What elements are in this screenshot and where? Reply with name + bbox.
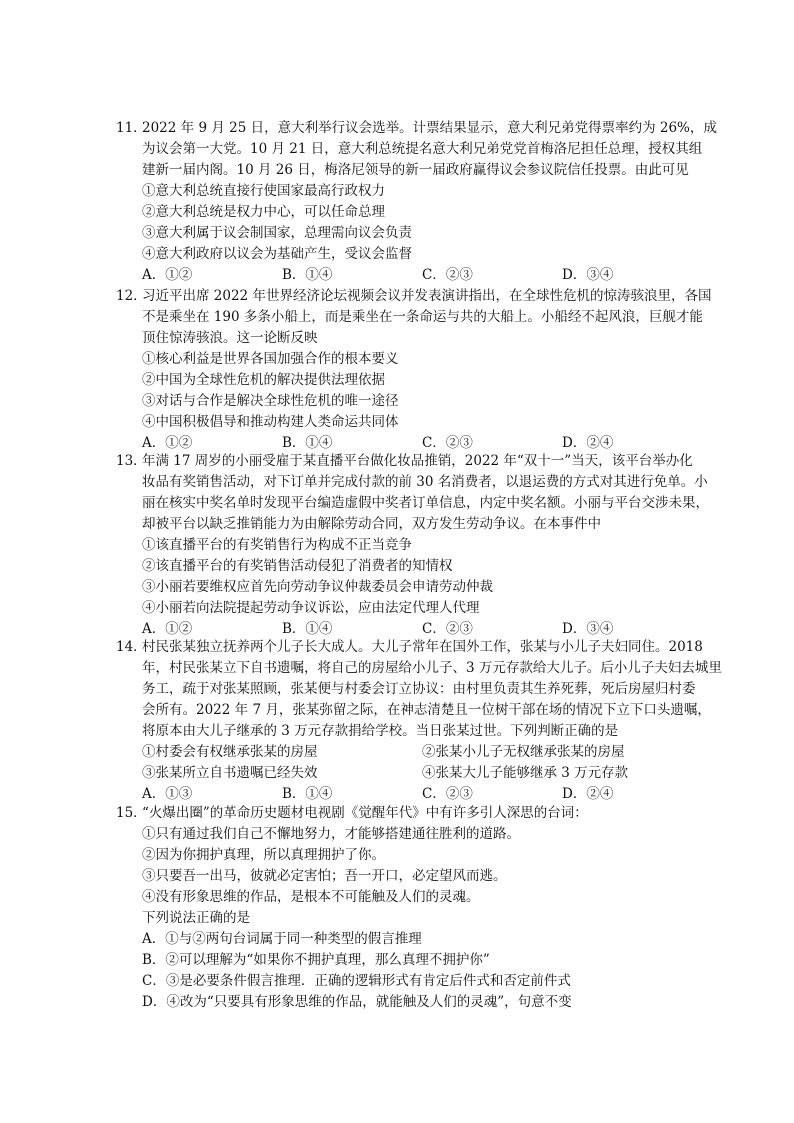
stem-line: 2022 年 9 月 25 日，意大利举行议会选举。计票结果显示，意大利兄弟党得票率约为 26%，成	[142, 120, 717, 136]
option-d[interactable]: D．③④	[562, 621, 614, 637]
option-c[interactable]: C．②③	[422, 621, 473, 637]
option-b[interactable]: B．①④	[282, 267, 333, 283]
option-b[interactable]: B．①④	[282, 621, 333, 637]
statement: ①意大利总统直接行使国家最高行政权力	[142, 183, 385, 199]
stem-line: 建新一届内阁。10 月 26 日，梅洛尼领导的新一届政府赢得议会参议院信任投票。由此可见	[142, 162, 689, 178]
statement: ③只要吾一出马，彼就必定害怕；吾一开口，必定望风而逃。	[142, 868, 507, 884]
option-c[interactable]: C．②③	[422, 267, 473, 283]
option-d[interactable]: D．④改为“只要具有形象思维的作品，就能触及人们的灵魂”，句意不变	[142, 994, 572, 1010]
option-a[interactable]: A．①③	[142, 786, 193, 802]
option-d[interactable]: D．②④	[562, 435, 614, 451]
statement: ③意大利属于议会制国家，总理需向议会负责	[142, 225, 412, 241]
question-stem	[116, 637, 722, 742]
question-number: 14．	[116, 639, 147, 655]
statement: ④意大利政府以议会为基础产生，受议会监督	[142, 246, 412, 262]
stem-line: 不是乘坐在 190 多条小船上，而是乘坐在一条命运与共的大船上。小船经不起风浪，巨舰才能	[142, 309, 703, 325]
question-number: 15．	[116, 805, 147, 821]
statement: ③张某所立自书遗嘱已经失效	[142, 765, 318, 781]
option-b[interactable]: B．①④	[282, 435, 333, 451]
option-c[interactable]: C．②③	[422, 786, 473, 802]
statement: ②该直播平台的有奖销售活动侵犯了消费者的知情权	[142, 558, 453, 574]
question-13	[116, 451, 716, 640]
stem-line: 村民张某独立抚养两个儿子长大成人。大儿子常年在国外工作，张某与小儿子夫妇同住。2018	[142, 639, 703, 655]
stem-line: 将原本由大儿子继承的 3 万元存款捐给学校。当日张某过世。下列判断正确的是	[142, 723, 619, 739]
statement: ③对话与合作是解决全球性危机的唯一途径	[142, 393, 399, 409]
answer-options	[116, 265, 716, 286]
option-a[interactable]: A．①②	[142, 267, 193, 283]
stem-line: 会所有。2022 年 7 月，张某弥留之际，在神志清楚且一位树干部在场的情况下立下口头遗嘱，	[142, 702, 711, 718]
statement: ①该直播平台的有奖销售行为构成不正当竞争	[142, 537, 412, 553]
statement-pairs	[116, 742, 716, 784]
stem-line: “火爆出圈”的革命历史题材电视剧《觉醒年代》中有许多引人深思的台词：	[142, 805, 588, 821]
statement: ②中国为全球性危机的解决提供法理依据	[142, 372, 385, 388]
stem-line: 妆品有奖销售活动，对下订单并完成付款的前 30 名消费者，以退运费的方式对其进行免单。小	[142, 474, 708, 490]
stem-line: 却被平台以缺乏推销能力为由解除劳动合同，双方发生劳动争议。在本事件中	[142, 516, 601, 532]
stem-line: 年满 17 周岁的小丽受雇于某直播平台做化妆品推销，2022 年“双十一”当天，该平台举办化	[142, 453, 693, 469]
question-prompt: 下列说法正确的是	[142, 910, 250, 926]
question-14	[116, 637, 722, 805]
stem-line: 习近平出席 2022 年世界经济论坛视频会议并发表演讲指出，在全球性危机的惊涛骇浪里，各国	[142, 288, 712, 304]
question-stem	[116, 286, 716, 349]
statement: ①核心利益是世界各国加强合作的根本要义	[142, 351, 399, 367]
statement: ②张某小儿子无权继承张某的房屋	[422, 744, 625, 760]
option-a[interactable]: A．①②	[142, 621, 193, 637]
statement: ④小丽若向法院提起劳动争议诉讼，应由法定代理人代理	[142, 600, 480, 616]
stem-line: 顶住惊涛骇浪。这一论断反映	[142, 330, 318, 346]
question-stem	[116, 118, 716, 181]
question-11	[116, 118, 716, 286]
question-number: 13．	[116, 453, 147, 469]
question-12	[116, 286, 716, 454]
question-number: 11．	[116, 120, 147, 136]
statement: ②意大利总统是权力中心，可以任命总理	[142, 204, 385, 220]
statement: ②因为你拥护真理，所以真理拥护了你。	[142, 847, 385, 863]
question-stem	[116, 451, 716, 535]
option-a[interactable]: A．①②	[142, 435, 193, 451]
option-c[interactable]: C．③是必要条件假言推理．正确的逻辑形式有肯定后件式和否定前件式	[142, 973, 571, 989]
stem-line: 为议会第一大党。10 月 21 日，意大利总统提名意大利兄弟党党首梅洛尼担任总理，授权其组	[142, 141, 703, 157]
question-stem	[116, 803, 716, 824]
stem-line: 年，村民张某立下自书遗嘱，将自己的房屋给小儿子、3 万元存款给大儿子。后小儿子夫妇去城里	[142, 660, 722, 676]
option-b[interactable]: B．①④	[282, 786, 333, 802]
stem-line: 务工，疏于对张某照顾，张某便与村委会订立协议：由村里负责其生养死葬，死后房屋归村委	[142, 681, 696, 697]
statement: ④张某大儿子能够继承 3 万元存款	[422, 765, 629, 781]
statement: ④中国积极倡导和推动构建人类命运共同体	[142, 414, 399, 430]
statement: ①村委会有权继承张某的房屋	[142, 744, 318, 760]
statement: ③小丽若要维权应首先向劳动争议仲裁委员会申请劳动仲裁	[142, 579, 493, 595]
question-number: 12．	[116, 288, 147, 304]
option-d[interactable]: D．②④	[562, 786, 614, 802]
answer-options	[116, 784, 716, 805]
option-d[interactable]: D．③④	[562, 267, 614, 283]
statement: ④没有形象思维的作品，是根本不可能触及人们的灵魂。	[142, 889, 480, 905]
statement: ①只有通过我们自己不懈地努力，才能够搭建通往胜利的道路。	[142, 826, 520, 842]
option-a[interactable]: A．①与②两句台词属于同一种类型的假言推理	[142, 931, 422, 947]
stem-line: 丽在核实中奖名单时发现平台编造虚假中奖者订单信息，内定中奖名额。小丽与平台交涉未果，	[142, 495, 709, 511]
question-15	[116, 803, 716, 1013]
option-b[interactable]: B．②可以理解为“如果你不拥护真理，那么真理不拥护你”	[142, 952, 490, 968]
option-c[interactable]: C．②③	[422, 435, 473, 451]
